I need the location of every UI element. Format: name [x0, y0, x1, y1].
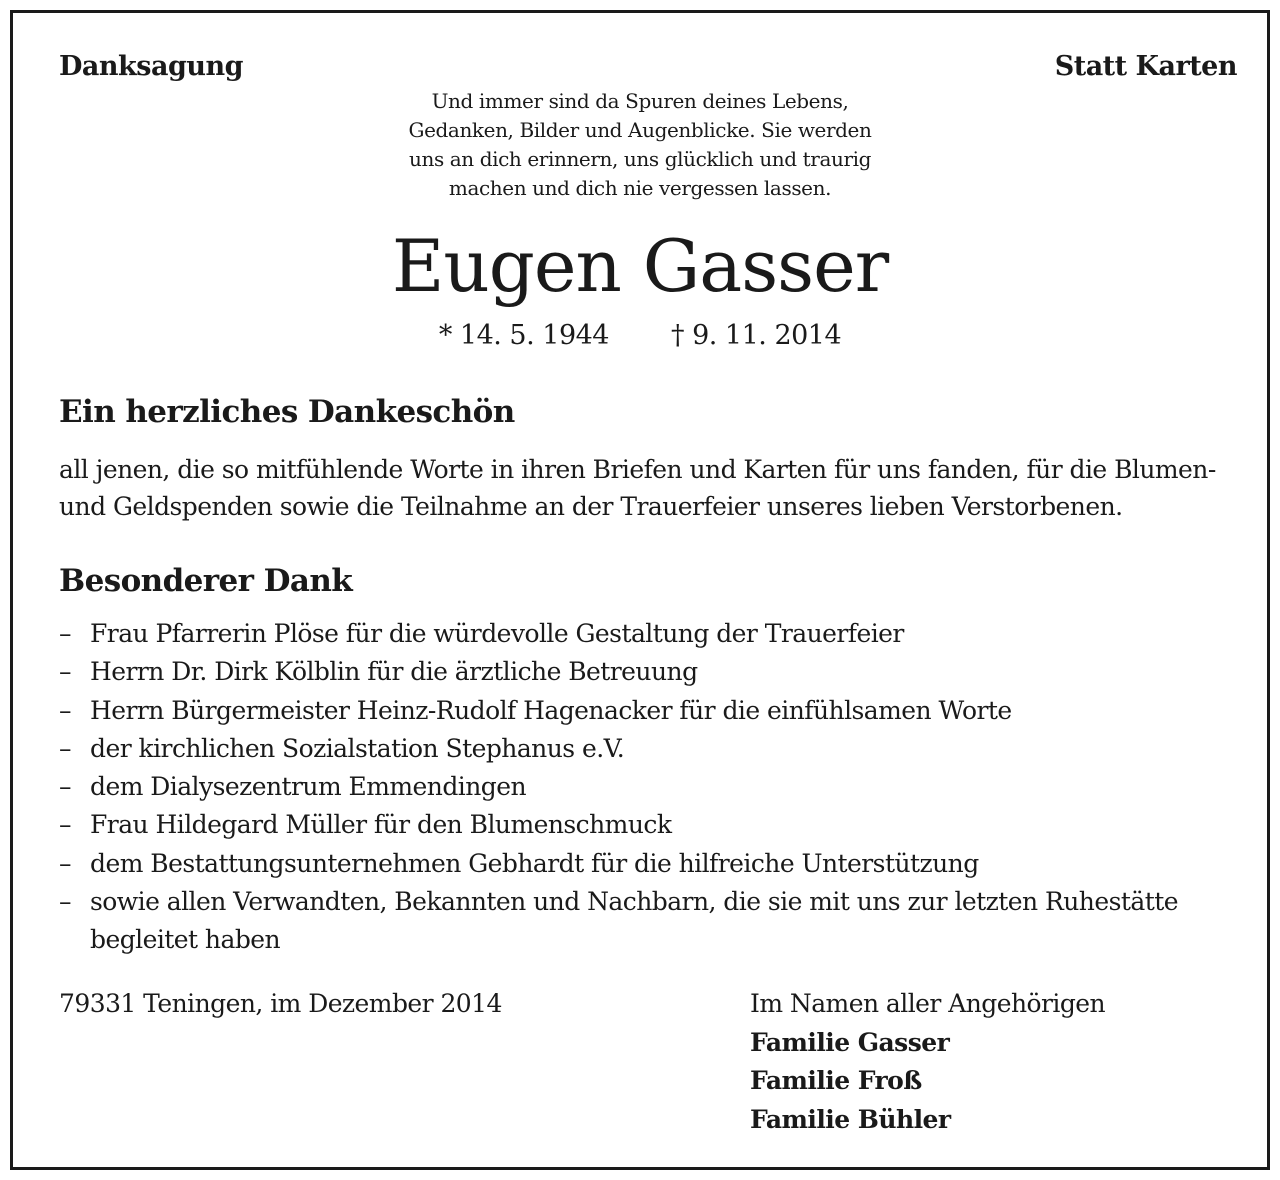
- list-item: [59, 768, 1239, 806]
- family-name: Familie Froß: [750, 1066, 922, 1095]
- list-item-text: Frau Hildegard Müller für den Blumenschmuck: [90, 810, 672, 840]
- family-name: Familie Gasser: [750, 1027, 950, 1057]
- birth-date: * 14. 5. 1944: [438, 320, 609, 351]
- list-item: [59, 883, 1180, 960]
- header-statt-karten-label: Statt Karten: [1054, 51, 1237, 82]
- list-item-text: Herrn Dr. Dirk Kölblin für die ärztliche Betreuung: [90, 657, 698, 687]
- list-item: [59, 845, 1239, 883]
- deceased-name: Eugen Gasser: [391, 224, 889, 308]
- list-item: [59, 806, 1239, 844]
- signature-block: [750, 985, 1105, 1139]
- list-item: [59, 692, 1239, 730]
- list-item-text: dem Bestattungsunternehmen Gebhardt für die hilfreiche Unterstützung: [90, 848, 979, 878]
- place-and-date: 79331 Teningen, im Dezember 2014: [59, 989, 502, 1018]
- notice-frame: [10, 10, 1270, 1170]
- death-date: † 9. 11. 2014: [671, 320, 842, 351]
- dash-bullet: –: [59, 657, 71, 687]
- signature-intro: Im Namen aller Angehörigen: [750, 989, 1106, 1018]
- family-name: Familie Bühler: [750, 1104, 951, 1134]
- header-thanks-label: Danksagung: [59, 51, 243, 82]
- list-item-text: Frau Pfarrerin Plöse für die würdevolle Gestaltung der Trauerfeier: [90, 619, 904, 648]
- thanks-paragraph: [59, 451, 1239, 525]
- list-item-text: sowie allen Verwandten, Bekannten und Nachbarn, die sie mit uns zur letzten Ruhestätte begleitet haben: [90, 887, 1178, 955]
- motto-line: uns an dich erinnern, uns glücklich und traurig: [408, 147, 872, 171]
- list-item-text: Herrn Bürgermeister Heinz-Rudolf Hagenacker für die einfühlsamen Worte: [90, 695, 1012, 725]
- dash-bullet: –: [59, 619, 71, 648]
- special-thanks-heading: Besonderer Dank: [59, 563, 353, 599]
- list-item-text: der kirchlichen Sozialstation Stephanus e.V.: [90, 733, 625, 763]
- thanks-heading: Ein herzliches Dankeschön: [59, 394, 515, 430]
- dash-bullet: –: [59, 848, 71, 878]
- motto-verse: [313, 87, 967, 203]
- list-item: [59, 615, 1239, 653]
- list-item: [59, 653, 1239, 691]
- dash-bullet: –: [59, 887, 71, 917]
- motto-line: machen und dich nie vergessen lassen.: [448, 176, 832, 200]
- dash-bullet: –: [59, 733, 71, 763]
- list-item-text: dem Dialysezentrum Emmendingen: [90, 772, 527, 802]
- motto-line: Gedanken, Bilder und Augenblicke. Sie werden: [408, 118, 872, 142]
- special-thanks-list: [59, 615, 1239, 960]
- dash-bullet: –: [59, 695, 71, 725]
- paragraph-line: und Geldspenden sowie die Teilnahme an der Trauerfeier unseres lieben Verstorbenen.: [59, 492, 1123, 521]
- life-dates: [313, 316, 967, 356]
- dash-bullet: –: [59, 772, 71, 802]
- paragraph-line: all jenen, die so mitfühlende Worte in ihren Briefen und Karten für uns fanden, für die Blumen-: [59, 455, 1216, 484]
- dash-bullet: –: [59, 810, 71, 840]
- list-item: [59, 730, 1239, 768]
- motto-line: Und immer sind da Spuren deines Lebens,: [431, 89, 849, 113]
